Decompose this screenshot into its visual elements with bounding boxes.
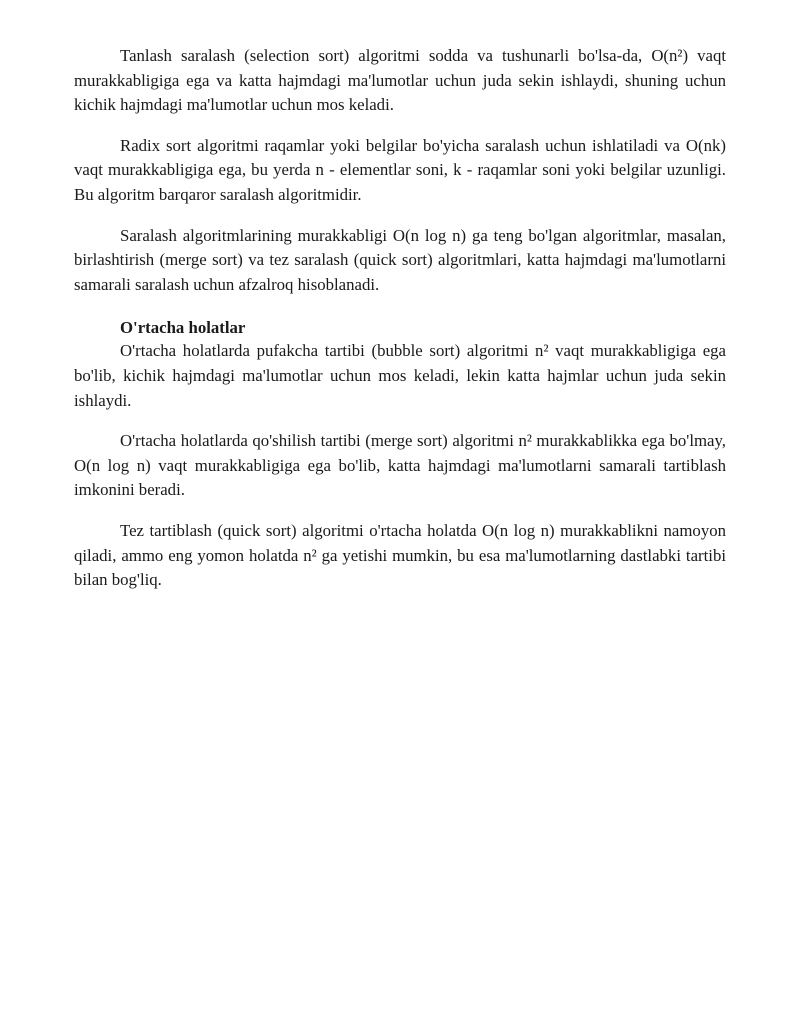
section-heading: O'rtacha holatlar <box>120 318 246 338</box>
paragraph-merge-sort: O'rtacha holatlarda qo'shilish tartibi (merge sort) algoritmi n² murakkablikka ega bo'lmay, O(n log n) vaqt murakkabligiga ega bo'lib, katta hajmdagi ma'lumotlarni samarali tartiblash imkonini beradi. <box>74 431 726 500</box>
paragraph-radix-sort: Radix sort algoritmi raqamlar yoki belgilar bo'yicha saralash uchun ishlatiladi va O(nk) vaqt murakkabligiga ega, bu yerda n - elementlar soni, k - raqamlar soni yoki belgilar uzunligi. Bu algoritm barqaror saralash algoritmidir. <box>74 135 726 204</box>
paragraph-quick-sort: Tez tartiblash (quick sort) algoritmi o'rtacha holatda O(n log n) murakkablikni namoyon qiladi, ammo eng yomon holatda n² ga yetishi mumkin, bu esa ma'lumotlarning dastlabki tartibi bilan bog'liq. <box>74 520 726 590</box>
paragraph-nlogn-algorithms: Saralash algoritmlarining murakkabligi O(n log n) ga teng bo'lgan algoritmlar, masalan, birlashtirish (merge sort) va tez saralash (quick sort) algoritmlari, katta hajmdagi ma'lumotlarni samarali saralash uchun afzalroq hisoblanadi. <box>74 225 726 294</box>
paragraph-selection-sort: Tanlash saralash (selection sort) algoritmi sodda va tushunarli bo'lsa-da, O(n²) vaqt murakkabligiga ega va katta hajmdagi ma'lumotlar uchun juda sekin ishlaydi, shuning uchun kichik hajmdagi ma'lumotlar uchun mos keladi. <box>74 46 726 115</box>
paragraph-bubble-sort: O'rtacha holatlarda pufakcha tartibi (bubble sort) algoritmi n² vaqt murakkabligiga ega bo'lib, kichik hajmdagi ma'lumotlar uchun mos keladi, lekin katta hajmlar uchun juda sekin ishlaydi. <box>74 341 726 410</box>
document-page <box>74 44 726 609</box>
